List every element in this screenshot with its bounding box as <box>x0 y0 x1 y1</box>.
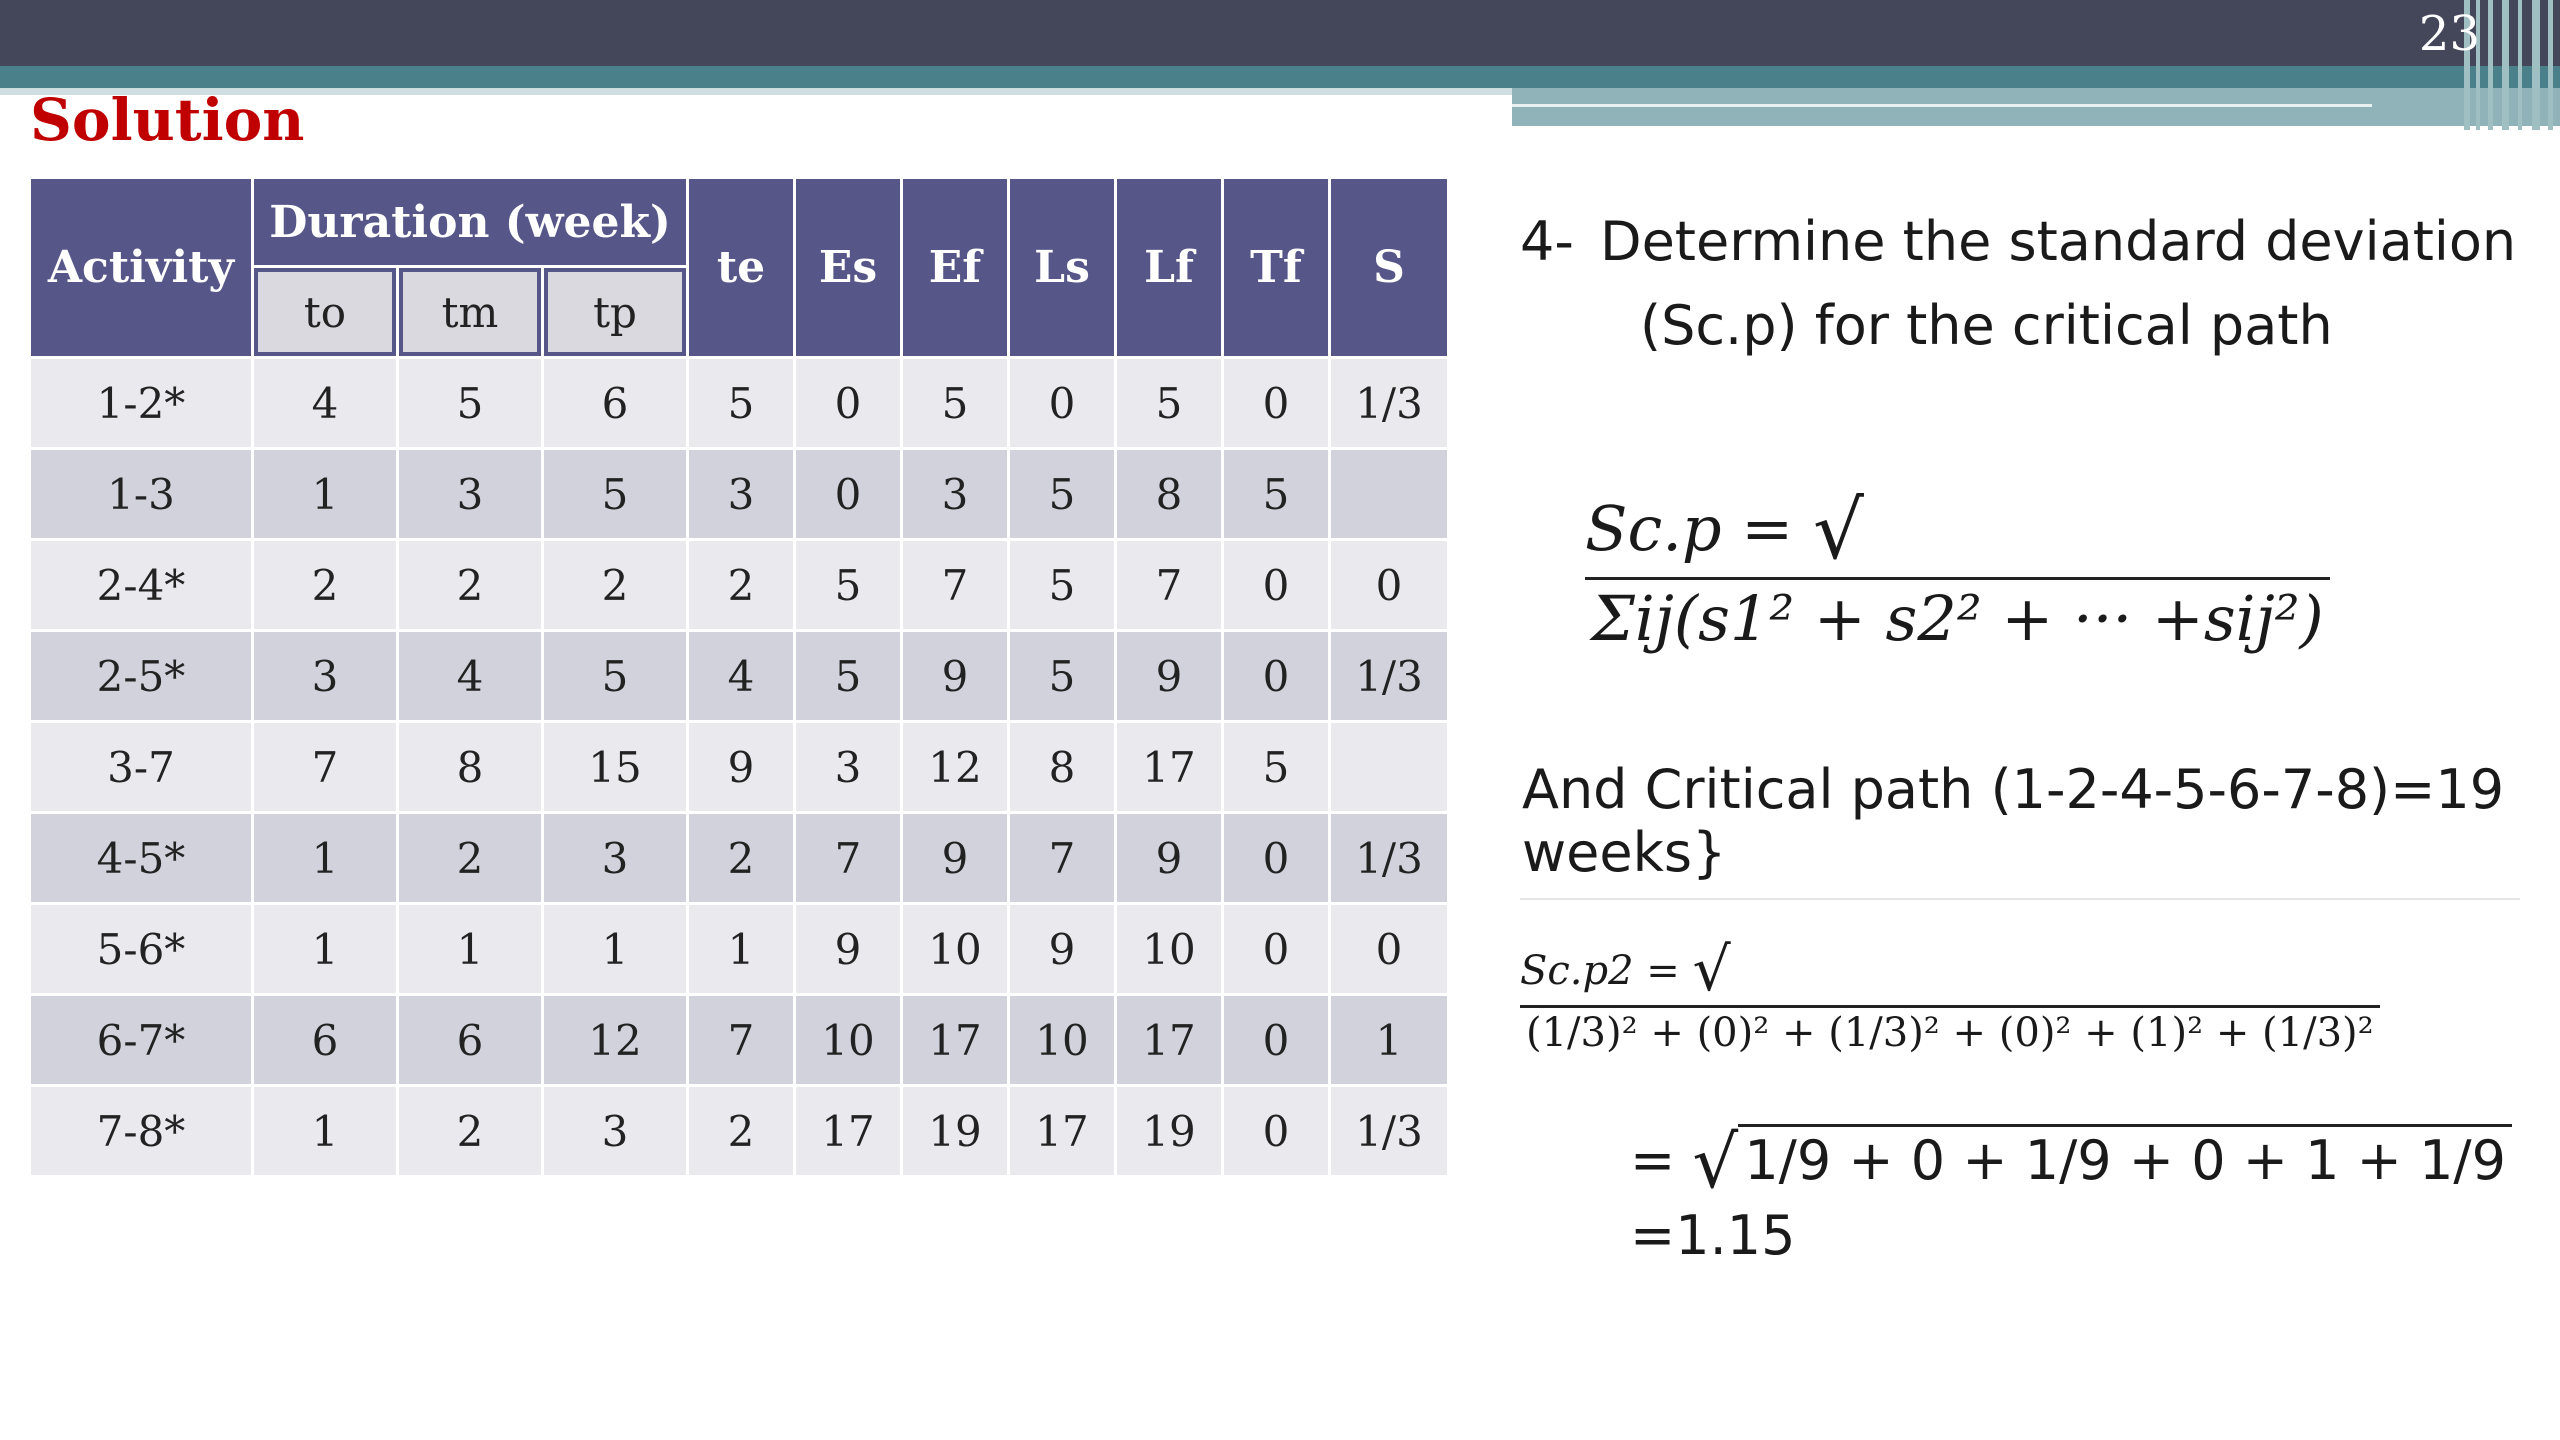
activity-cell: 2-4* <box>31 541 251 629</box>
value-cell: 2 <box>399 814 541 902</box>
value-cell: 4 <box>254 359 396 447</box>
step-line-1: Determine the standard deviation <box>1600 210 2517 273</box>
table-row <box>31 359 1447 447</box>
value-cell: 1 <box>689 905 793 993</box>
value-cell: 7 <box>1010 814 1114 902</box>
header-to: to <box>254 268 396 356</box>
value-cell: 0 <box>1331 541 1447 629</box>
slide-number: 23 <box>2418 6 2480 62</box>
value-cell: 0 <box>1224 541 1328 629</box>
value-cell: 9 <box>1117 632 1221 720</box>
value-cell: 7 <box>254 723 396 811</box>
table-row <box>31 723 1447 811</box>
value-cell: 1 <box>399 905 541 993</box>
value-cell: 2 <box>254 541 396 629</box>
value-cell: 7 <box>796 814 900 902</box>
activity-cell: 2-5* <box>31 632 251 720</box>
band-highlight <box>1512 104 2372 107</box>
value-cell: 4 <box>399 632 541 720</box>
value-cell: 0 <box>1224 1087 1328 1175</box>
divider <box>1520 898 2520 900</box>
value-cell: 17 <box>796 1087 900 1175</box>
std-dev-formula: Sc.p = √Σij(s1² + s2² + ··· +sij²) <box>1585 484 2560 655</box>
activity-cell: 4-5* <box>31 814 251 902</box>
activity-cell: 3-7 <box>31 723 251 811</box>
activity-cell: 7-8* <box>31 1087 251 1175</box>
value-cell: 0 <box>1224 814 1328 902</box>
value-cell <box>1331 723 1447 811</box>
formula2-lhs: Sc.p2 = <box>1520 948 1680 994</box>
value-cell: 5 <box>903 359 1007 447</box>
value-cell: 9 <box>903 632 1007 720</box>
value-cell: 17 <box>1117 996 1221 1084</box>
value-cell: 1/3 <box>1331 632 1447 720</box>
value-cell: 19 <box>1117 1087 1221 1175</box>
value-cell: 1/3 <box>1331 1087 1447 1175</box>
value-cell: 1 <box>544 905 686 993</box>
value-cell: 6 <box>544 359 686 447</box>
formula2-radicand: (1/3)² + (0)² + (1/3)² + (0)² + (1)² + (1/3)² <box>1520 1005 2380 1056</box>
value-cell: 5 <box>1224 450 1328 538</box>
value-cell: 15 <box>544 723 686 811</box>
value-cell: 1 <box>254 814 396 902</box>
value-cell: 0 <box>796 450 900 538</box>
value-cell: 9 <box>796 905 900 993</box>
table-row <box>31 541 1447 629</box>
value-cell: 2 <box>399 1087 541 1175</box>
value-cell: 10 <box>903 905 1007 993</box>
value-cell: 5 <box>544 450 686 538</box>
value-cell: 17 <box>903 996 1007 1084</box>
table-row <box>31 1087 1447 1175</box>
value-cell: 5 <box>1224 723 1328 811</box>
header-tf: Tf <box>1224 179 1328 356</box>
value-cell: 5 <box>1010 450 1114 538</box>
value-cell: 3 <box>254 632 396 720</box>
variance-formula: Sc.p2 = √(1/3)² + (0)² + (1/3)² + (0)² + (1)² + (1/3)² <box>1520 935 2560 1056</box>
value-cell: 8 <box>1010 723 1114 811</box>
header-lf: Lf <box>1117 179 1221 356</box>
formula3-radicand: 1/9 + 0 + 1/9 + 0 + 1 + 1/9 <box>1738 1124 2512 1192</box>
page-title: Solution <box>30 86 305 154</box>
header-ef: Ef <box>903 179 1007 356</box>
formula1-lhs: Sc.p = <box>1585 492 1794 565</box>
value-cell: 1 <box>254 1087 396 1175</box>
value-cell: 9 <box>1117 814 1221 902</box>
table-body <box>31 359 1447 1175</box>
header-duration: Duration (week) <box>254 179 686 265</box>
table-row <box>31 996 1447 1084</box>
value-cell: 7 <box>903 541 1007 629</box>
value-cell <box>1331 450 1447 538</box>
value-cell: 7 <box>1117 541 1221 629</box>
value-cell: 2 <box>399 541 541 629</box>
value-cell: 5 <box>796 541 900 629</box>
activity-cell: 5-6* <box>31 905 251 993</box>
value-cell: 0 <box>796 359 900 447</box>
value-cell: 9 <box>1010 905 1114 993</box>
value-cell: 2 <box>689 1087 793 1175</box>
formula1-radicand: Σij(s1² + s2² + ··· +sij²) <box>1585 577 2330 655</box>
value-cell: 5 <box>689 359 793 447</box>
value-cell: 5 <box>796 632 900 720</box>
value-cell: 19 <box>903 1087 1007 1175</box>
value-cell: 3 <box>544 1087 686 1175</box>
critical-path-text: And Critical path (1-2-4-5-6-7-8)=19 weeks} <box>1522 758 2505 884</box>
activity-table <box>28 176 1450 1178</box>
formula3-result: =1.15 <box>1630 1204 1796 1267</box>
value-cell: 10 <box>1010 996 1114 1084</box>
value-cell: 4 <box>689 632 793 720</box>
value-cell: 0 <box>1224 996 1328 1084</box>
value-cell: 1/3 <box>1331 814 1447 902</box>
value-cell: 8 <box>399 723 541 811</box>
value-cell: 5 <box>544 632 686 720</box>
teal-band <box>0 66 2560 88</box>
result-formula: = √ 1/9 + 0 + 1/9 + 0 + 1 + 1/9=1.15 <box>1630 1120 2560 1267</box>
value-cell: 0 <box>1224 905 1328 993</box>
value-cell: 3 <box>689 450 793 538</box>
light-teal-band <box>1512 88 2560 126</box>
value-cell: 1/3 <box>1331 359 1447 447</box>
value-cell: 3 <box>903 450 1007 538</box>
value-cell: 8 <box>1117 450 1221 538</box>
header-es: Es <box>796 179 900 356</box>
value-cell: 5 <box>399 359 541 447</box>
value-cell: 17 <box>1117 723 1221 811</box>
value-cell: 5 <box>1010 632 1114 720</box>
header-s: S <box>1331 179 1447 356</box>
value-cell: 0 <box>1010 359 1114 447</box>
header-tm: tm <box>399 268 541 356</box>
top-banner <box>0 0 2560 66</box>
value-cell: 2 <box>689 541 793 629</box>
value-cell: 1 <box>1331 996 1447 1084</box>
table-row <box>31 632 1447 720</box>
value-cell: 3 <box>399 450 541 538</box>
header-te: te <box>689 179 793 356</box>
value-cell: 3 <box>796 723 900 811</box>
value-cell: 10 <box>796 996 900 1084</box>
value-cell: 2 <box>544 541 686 629</box>
value-cell: 1 <box>254 450 396 538</box>
step-number: 4- <box>1520 210 1574 273</box>
header-ls: Ls <box>1010 179 1114 356</box>
value-cell: 0 <box>1224 632 1328 720</box>
value-cell: 1 <box>254 905 396 993</box>
value-cell: 9 <box>903 814 1007 902</box>
value-cell: 12 <box>903 723 1007 811</box>
value-cell: 6 <box>254 996 396 1084</box>
activity-cell: 6-7* <box>31 996 251 1084</box>
table-row <box>31 905 1447 993</box>
value-cell: 2 <box>689 814 793 902</box>
activity-cell: 1-3 <box>31 450 251 538</box>
value-cell: 5 <box>1010 541 1114 629</box>
header-activity: Activity <box>31 179 251 356</box>
formula3-lhs: = <box>1630 1129 1676 1192</box>
activity-cell: 1-2* <box>31 359 251 447</box>
step-text <box>1520 200 2516 368</box>
header-tp: tp <box>544 268 686 356</box>
value-cell: 7 <box>689 996 793 1084</box>
table-row <box>31 814 1447 902</box>
value-cell: 0 <box>1331 905 1447 993</box>
value-cell: 6 <box>399 996 541 1084</box>
value-cell: 17 <box>1010 1087 1114 1175</box>
value-cell: 5 <box>1117 359 1221 447</box>
value-cell: 12 <box>544 996 686 1084</box>
value-cell: 0 <box>1224 359 1328 447</box>
step-line-2: (Sc.p) for the critical path <box>1640 294 2333 357</box>
value-cell: 10 <box>1117 905 1221 993</box>
value-cell: 3 <box>544 814 686 902</box>
value-cell: 9 <box>689 723 793 811</box>
table-row <box>31 450 1447 538</box>
